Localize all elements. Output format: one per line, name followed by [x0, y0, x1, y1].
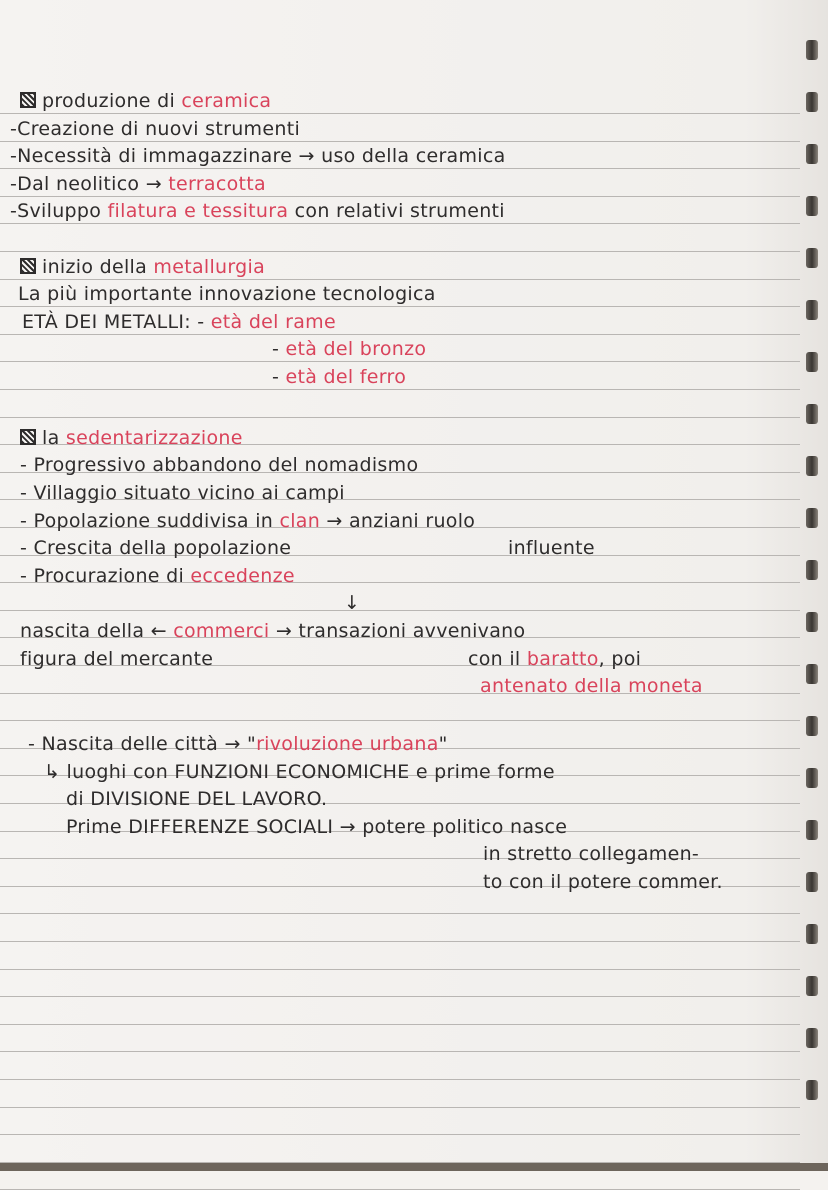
note-text: figura del mercante	[20, 648, 214, 670]
note-text: -Dal neolitico →	[10, 173, 169, 195]
binding-ring	[806, 976, 818, 996]
note-line	[272, 366, 406, 388]
note-text: - Nascita delle città → "	[28, 733, 257, 755]
binding-ring	[806, 404, 818, 424]
note-text: → transazioni avvenivano	[269, 620, 526, 642]
binding-ring	[806, 560, 818, 580]
note-line	[272, 338, 426, 360]
note-text: - Procurazione di	[20, 565, 191, 587]
note-line	[20, 565, 295, 587]
note-line	[508, 537, 595, 559]
highlighted-term: baratto	[526, 648, 599, 670]
note-line	[20, 90, 271, 112]
note-line	[480, 675, 703, 697]
ruled-line	[0, 306, 800, 307]
binding-ring	[806, 612, 818, 632]
note-text: → anziani ruolo	[320, 510, 476, 532]
binding-ring	[806, 300, 818, 320]
note-text: con relativi strumenti	[288, 200, 505, 222]
highlighted-term: eccedenze	[190, 565, 295, 587]
binding-ring	[806, 352, 818, 372]
ruled-line	[0, 389, 800, 390]
binding-ring	[806, 872, 818, 892]
note-line	[22, 311, 336, 333]
note-text: - Progressivo abbandono del nomadismo	[20, 454, 419, 476]
ruled-line	[0, 1051, 800, 1052]
note-line	[344, 592, 360, 614]
note-text: nascita della ←	[20, 620, 174, 642]
note-text: ↓	[344, 592, 361, 614]
note-text: ↳ luoghi con FUNZIONI ECONOMICHE e prime forme	[44, 761, 555, 783]
note-line	[10, 173, 266, 195]
highlighted-term: età del ferro	[285, 366, 407, 388]
highlighted-term: commerci	[173, 620, 270, 642]
ruled-line	[0, 168, 800, 169]
note-text: -	[272, 338, 286, 360]
note-line	[20, 454, 418, 476]
note-line	[20, 482, 345, 504]
binding-ring	[806, 820, 818, 840]
note-text: "	[438, 733, 448, 755]
note-text: Prime DIFFERENZE SOCIALI → potere politico nasce	[66, 816, 568, 838]
ruled-line	[0, 196, 800, 197]
ruled-line	[0, 361, 800, 362]
note-line	[20, 537, 291, 559]
binding-ring	[806, 664, 818, 684]
ruled-line	[0, 941, 800, 942]
ruled-line	[0, 1079, 800, 1080]
binding-ring	[806, 196, 818, 216]
ruled-line	[0, 913, 800, 914]
note-line	[10, 118, 300, 140]
note-line	[28, 733, 448, 755]
highlighted-term: antenato della moneta	[480, 675, 703, 697]
binding-ring	[806, 456, 818, 476]
note-text: -	[272, 366, 286, 388]
highlighted-term: età del rame	[210, 311, 336, 333]
highlighted-term: metallurgia	[153, 256, 266, 278]
note-line	[10, 145, 506, 167]
note-line	[18, 283, 436, 305]
ruled-line	[0, 223, 800, 224]
binding-ring	[806, 716, 818, 736]
note-text: - Crescita della popolazione	[20, 537, 292, 559]
note-line	[44, 761, 555, 783]
highlighted-term: filatura e tessitura	[107, 200, 289, 222]
highlighted-term: clan	[279, 510, 321, 532]
note-text: - Popolazione suddivisa in	[20, 510, 280, 532]
note-line	[483, 843, 699, 865]
note-line	[66, 816, 567, 838]
binding-ring	[806, 768, 818, 788]
note-line	[20, 427, 243, 449]
ruled-line	[0, 334, 800, 335]
note-line	[20, 510, 475, 532]
note-line	[66, 788, 327, 810]
ruled-line	[0, 996, 800, 997]
highlighted-term: terracotta	[168, 173, 266, 195]
binding-ring	[806, 1080, 818, 1100]
note-line	[483, 871, 723, 893]
ruled-line	[0, 417, 800, 418]
checkbox-icon	[20, 92, 36, 108]
checkbox-icon	[20, 258, 36, 274]
note-text: produzione di	[42, 90, 182, 112]
note-text: con il	[468, 648, 527, 670]
note-text: in stretto collegamen-	[483, 843, 700, 865]
ruled-line	[0, 141, 800, 142]
binding-ring	[806, 924, 818, 944]
note-line	[468, 648, 641, 670]
highlighted-term: età del bronzo	[285, 338, 427, 360]
ruled-line	[0, 279, 800, 280]
checkbox-icon	[20, 429, 36, 445]
note-text: to con il potere commer.	[483, 871, 723, 893]
highlighted-term: rivoluzione urbana	[256, 733, 439, 755]
note-text: , poi	[598, 648, 642, 670]
note-text: -Sviluppo	[10, 200, 108, 222]
binding-ring	[806, 92, 818, 112]
note-text: la	[42, 427, 66, 449]
ruled-line	[0, 113, 800, 114]
note-text: inizio della	[42, 256, 154, 278]
note-text: - Villaggio situato vicino ai campi	[20, 482, 345, 504]
note-text: -Necessità di immagazzinare → uso della ceramica	[10, 145, 506, 167]
note-line	[20, 256, 265, 278]
note-line	[20, 620, 525, 642]
binding-ring	[806, 40, 818, 60]
highlighted-term: sedentarizzazione	[65, 427, 243, 449]
binding-ring	[806, 144, 818, 164]
note-text: -Creazione di nuovi strumenti	[10, 118, 301, 140]
page-edge	[0, 1163, 828, 1171]
note-line	[10, 200, 505, 222]
ruled-line	[0, 1024, 800, 1025]
ruled-line	[0, 720, 800, 721]
note-text: La più importante innovazione tecnologica	[18, 283, 436, 305]
note-text: di DIVISIONE DEL LAVORO.	[66, 788, 328, 810]
binding-ring	[806, 508, 818, 528]
note-text: ETÀ DEI METALLI: -	[22, 311, 211, 333]
ruled-line	[0, 251, 800, 252]
ruled-line	[0, 969, 800, 970]
highlighted-term: ceramica	[181, 90, 272, 112]
note-text: influente	[508, 537, 595, 559]
ruled-line	[0, 1107, 800, 1108]
ruled-line	[0, 1134, 800, 1135]
note-line	[20, 648, 213, 670]
ruled-line	[0, 610, 800, 611]
binding-ring	[806, 248, 818, 268]
binding-ring	[806, 1028, 818, 1048]
